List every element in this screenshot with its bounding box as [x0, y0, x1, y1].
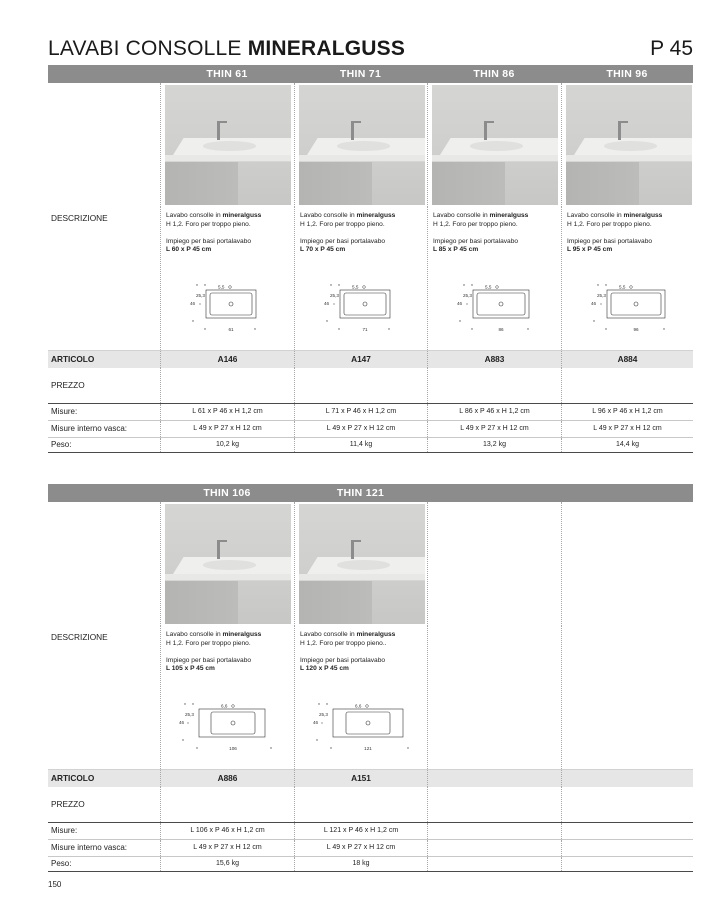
- dimensions-value: L 61 x P 46 x H 1,2 cm: [160, 404, 294, 420]
- empty-cell: [427, 787, 561, 822]
- empty-cell: [561, 770, 693, 787]
- dim-top-label: 5,5: [218, 284, 225, 290]
- overflow-hole: [496, 286, 499, 289]
- peso-label: Peso:: [51, 859, 72, 868]
- description-base-size: L 120 x P 45 cm: [300, 665, 349, 673]
- description-line-2: H 1,2. Foro per troppo pieno.: [433, 220, 518, 228]
- empty-cell: [427, 840, 561, 856]
- peso-label: Peso:: [51, 440, 72, 449]
- dimension-mark: [338, 284, 339, 285]
- description-intro: Lavabo consolle in: [166, 212, 221, 219]
- image-row: [48, 83, 693, 207]
- description-cell: [160, 626, 294, 769]
- drain-hole: [363, 302, 367, 306]
- description-usage: Impiego per basi portalavabo: [300, 656, 386, 664]
- basin-outline: [211, 712, 255, 734]
- dim-mid-label: 25,3: [463, 293, 472, 298]
- product-name: THIN 71: [339, 68, 382, 80]
- dimension-mark: [463, 284, 464, 285]
- faucet-spout: [351, 540, 361, 542]
- description-base-size: L 70 x P 45 cm: [300, 246, 346, 254]
- dim-top-label: 5,5: [619, 284, 626, 290]
- product-name: THIN 106: [203, 487, 251, 499]
- dimension-mark: [600, 303, 601, 304]
- page-reference: P 45: [650, 37, 693, 60]
- dim-mid-label: 25,3: [330, 293, 339, 298]
- descrizione-label: DESCRIZIONE: [51, 632, 108, 642]
- empty-cell: [561, 787, 693, 822]
- description-usage: Impiego per basi portalavabo: [166, 656, 252, 664]
- description-intro: Lavabo consolle in: [300, 631, 355, 638]
- basin-dimensions-value: L 49 x P 27 x H 12 cm: [160, 840, 294, 856]
- articolo-row: [48, 769, 693, 787]
- dimension-mark: [184, 703, 185, 704]
- drain-hole: [231, 721, 235, 725]
- dimension-mark: [199, 303, 200, 304]
- description-cell: [294, 626, 427, 769]
- description-line-1: [300, 631, 427, 640]
- description-usage: Impiego per basi portalavabo: [567, 237, 653, 245]
- prezzo-label: PREZZO: [51, 380, 85, 390]
- dimension-mark: [597, 284, 598, 285]
- articolo-label: ARTICOLO: [51, 354, 95, 364]
- misure-vasca-label: Misure interno vasca:: [51, 424, 128, 433]
- sink-basin: [470, 141, 523, 151]
- misure-vasca-row: [48, 839, 693, 856]
- basin-outline: [611, 293, 661, 315]
- image-cell: [294, 83, 427, 207]
- dimension-mark: [196, 747, 197, 748]
- sink-basin: [604, 141, 657, 151]
- misure-row: [48, 822, 693, 839]
- empty-cell: [427, 770, 561, 787]
- basin-dimensions-value: L 49 x P 27 x H 12 cm: [160, 421, 294, 437]
- prezzo-row: [48, 368, 693, 403]
- faucet-spout: [217, 540, 227, 542]
- header-empty-cell: [561, 484, 693, 502]
- technical-drawing: [321, 281, 421, 337]
- overflow-hole: [363, 286, 366, 289]
- dimension-mark: [605, 284, 606, 285]
- price-cell: [160, 787, 294, 822]
- price-cell: [294, 368, 427, 403]
- dim-top-label: 6,6: [221, 703, 228, 709]
- description-usage: Impiego per basi portalavabo: [166, 237, 252, 245]
- dim-left-label: 46: [313, 720, 319, 725]
- dimension-mark: [196, 284, 197, 285]
- faucet-icon: [217, 540, 220, 559]
- dimensions-value: L 106 x P 46 x H 1,2 cm: [160, 823, 294, 839]
- technical-drawing: [305, 700, 415, 756]
- price-cell: [160, 368, 294, 403]
- description-intro: Lavabo consolle in: [166, 631, 221, 638]
- faucet-icon: [484, 121, 487, 140]
- dimension-mark: [459, 320, 460, 321]
- product-table-2: [48, 484, 693, 872]
- image-cell: [427, 83, 561, 207]
- dimension-mark: [338, 328, 339, 329]
- sink-basin: [337, 560, 390, 570]
- drawing-outline: [473, 290, 529, 318]
- description-usage: Impiego per basi portalavabo: [300, 237, 386, 245]
- dim-width-label: 71: [362, 327, 368, 332]
- drawing-outline: [340, 290, 390, 318]
- dim-mid-label: 25,3: [597, 293, 606, 298]
- empty-cell: [427, 857, 561, 871]
- description-usage: Impiego per basi portalavabo: [433, 237, 519, 245]
- dimension-mark: [182, 739, 183, 740]
- header-blank-cell: [48, 65, 160, 83]
- product-photo: [299, 504, 425, 624]
- overflow-hole: [366, 705, 369, 708]
- sink-basin: [203, 141, 256, 151]
- weight-value: 14,4 kg: [561, 438, 693, 452]
- image-cell: [294, 502, 427, 626]
- dim-mid-label: 25,3: [185, 712, 194, 717]
- dim-top-label: 5,5: [352, 284, 359, 290]
- dimensions-value: L 121 x P 46 x H 1,2 cm: [294, 823, 427, 839]
- dimension-mark: [204, 284, 205, 285]
- image-cell: [160, 502, 294, 626]
- drain-hole: [366, 721, 370, 725]
- dimension-mark: [466, 303, 467, 304]
- description-base-size: L 105 x P 45 cm: [166, 665, 215, 673]
- weight-value: 11,4 kg: [294, 438, 427, 452]
- description-line-1: [300, 212, 427, 221]
- dim-mid-label: 25,3: [319, 712, 328, 717]
- description-base-size: L 60 x P 45 cm: [166, 246, 212, 254]
- drain-hole: [634, 302, 638, 306]
- article-code: A883: [427, 351, 561, 368]
- dim-width-label: 106: [229, 746, 237, 751]
- drawing-outline: [333, 709, 403, 737]
- product-photo: [566, 85, 692, 205]
- dimension-mark: [192, 320, 193, 321]
- basin-dimensions-value: L 49 x P 27 x H 12 cm: [427, 421, 561, 437]
- dim-mid-label: 25,3: [196, 293, 205, 298]
- technical-drawing: [187, 281, 287, 337]
- drawing-outline: [607, 290, 665, 318]
- article-code: A146: [160, 351, 294, 368]
- overflow-hole: [232, 705, 235, 708]
- description-base-size: L 95 x P 45 cm: [567, 246, 613, 254]
- description-cell: [427, 207, 561, 350]
- prezzo-row: [48, 787, 693, 822]
- prezzo-label: PREZZO: [51, 799, 85, 809]
- technical-drawing: [171, 700, 281, 756]
- dim-top-label: 5,5: [485, 284, 492, 290]
- description-line-2: H 1,2. Foro per troppo pieno.: [166, 220, 251, 228]
- description-line-1: [433, 212, 561, 221]
- faucet-spout: [217, 121, 227, 123]
- dimension-mark: [593, 320, 594, 321]
- dimension-mark: [204, 328, 205, 329]
- image-cell: [160, 83, 294, 207]
- basin-dimensions-value: L 49 x P 27 x H 12 cm: [294, 421, 427, 437]
- faucet-spout: [484, 121, 494, 123]
- articolo-row: [48, 350, 693, 368]
- dim-left-label: 46: [457, 301, 463, 306]
- description-line-2: H 1,2. Foro per troppo pieno.: [300, 220, 385, 228]
- weight-value: 13,2 kg: [427, 438, 561, 452]
- dimension-mark: [333, 303, 334, 304]
- dimensions-value: L 71 x P 46 x H 1,2 cm: [294, 404, 427, 420]
- article-code: A886: [160, 770, 294, 787]
- empty-cell: [561, 840, 693, 856]
- basin-outline: [344, 293, 386, 315]
- dimension-mark: [605, 328, 606, 329]
- dimension-mark: [318, 703, 319, 704]
- descrizione-label: DESCRIZIONE: [51, 213, 108, 223]
- empty-cell: [427, 502, 561, 626]
- empty-cell: [427, 626, 561, 769]
- faucet-icon: [618, 121, 621, 140]
- dim-width-label: 121: [364, 746, 372, 751]
- weight-value: 18 kg: [294, 857, 427, 871]
- dimensions-value: L 86 x P 46 x H 1,2 cm: [427, 404, 561, 420]
- description-base-size: L 85 x P 45 cm: [433, 246, 479, 254]
- dim-width-label: 86: [498, 327, 504, 332]
- product-name: THIN 86: [473, 68, 515, 80]
- dimension-mark: [254, 328, 255, 329]
- dimension-mark: [471, 328, 472, 329]
- articolo-label: ARTICOLO: [51, 773, 95, 783]
- basin-dimensions-value: L 49 x P 27 x H 12 cm: [294, 840, 427, 856]
- dim-width-label: 61: [228, 327, 234, 332]
- description-line-1: [567, 212, 693, 221]
- misure-label: Misure:: [51, 826, 78, 835]
- dimension-mark: [321, 722, 322, 723]
- page-title: [48, 36, 405, 62]
- product-photo: [299, 85, 425, 205]
- peso-row: [48, 437, 693, 453]
- dim-width-label: 96: [633, 327, 639, 332]
- description-intro: Lavabo consolle in: [567, 212, 622, 219]
- page-number: 150: [48, 880, 62, 889]
- article-code: A884: [561, 351, 693, 368]
- dimension-mark: [270, 747, 271, 748]
- faucet-icon: [351, 121, 354, 140]
- article-code: A151: [294, 770, 427, 787]
- image-cell: [561, 83, 693, 207]
- dim-left-label: 46: [324, 301, 330, 306]
- product-name: THIN 121: [336, 487, 385, 499]
- faucet-icon: [217, 121, 220, 140]
- empty-cell: [561, 626, 693, 769]
- empty-cell: [561, 502, 693, 626]
- empty-cell: [561, 857, 693, 871]
- description-row: [48, 207, 693, 350]
- overflow-hole: [229, 286, 232, 289]
- description-line-2: H 1,2. Foro per troppo pieno..: [300, 639, 387, 647]
- description-cell: [294, 207, 427, 350]
- faucet-spout: [618, 121, 628, 123]
- dimension-mark: [326, 320, 327, 321]
- drain-hole: [499, 302, 503, 306]
- description-row: [48, 626, 693, 769]
- price-cell: [561, 368, 693, 403]
- dimension-mark: [527, 328, 528, 329]
- price-cell: [427, 368, 561, 403]
- product-photo: [165, 504, 291, 624]
- dimensions-value: L 96 x P 46 x H 1,2 cm: [561, 404, 693, 420]
- technical-drawing: [588, 281, 688, 337]
- dimension-mark: [192, 703, 193, 704]
- price-cell: [294, 787, 427, 822]
- description-material: mineralguss: [356, 212, 396, 219]
- image-label-cell: [48, 83, 160, 207]
- weight-value: 10,2 kg: [160, 438, 294, 452]
- dimension-mark: [330, 284, 331, 285]
- dim-left-label: 46: [190, 301, 196, 306]
- description-line-1: [166, 212, 294, 221]
- description-intro: Lavabo consolle in: [433, 212, 488, 219]
- empty-cell: [561, 823, 693, 839]
- description-material: mineralguss: [489, 212, 529, 219]
- description-line-1: [166, 631, 294, 640]
- dimension-mark: [407, 747, 408, 748]
- dimension-mark: [388, 328, 389, 329]
- product-photo: [165, 85, 291, 205]
- dimension-mark: [471, 284, 472, 285]
- dim-left-label: 46: [591, 301, 597, 306]
- misure-row: [48, 403, 693, 420]
- page-title-bold: MINERALGUSS: [247, 37, 406, 60]
- description-material: mineralguss: [222, 212, 262, 219]
- dim-left-label: 46: [179, 720, 185, 725]
- header-empty-cell: [427, 484, 561, 502]
- faucet-spout: [351, 121, 361, 123]
- dimension-mark: [326, 703, 327, 704]
- image-row: [48, 502, 693, 626]
- dim-top-label: 6,6: [355, 703, 362, 709]
- article-code: A147: [294, 351, 427, 368]
- weight-value: 15,6 kg: [160, 857, 294, 871]
- dimension-mark: [316, 739, 317, 740]
- page-title-regular: LAVABI CONSOLLE: [48, 37, 242, 60]
- product-name: THIN 61: [206, 68, 248, 80]
- description-material: mineralguss: [222, 631, 262, 638]
- table-header-bar: [48, 65, 693, 83]
- description-material: mineralguss: [356, 631, 396, 638]
- header-blank-cell: [48, 484, 160, 502]
- basin-dimensions-value: L 49 x P 27 x H 12 cm: [561, 421, 693, 437]
- description-intro: Lavabo consolle in: [300, 212, 355, 219]
- basin-outline: [477, 293, 525, 315]
- peso-row: [48, 856, 693, 872]
- misure-vasca-label: Misure interno vasca:: [51, 843, 128, 852]
- dimension-mark: [663, 328, 664, 329]
- basin-outline: [210, 293, 252, 315]
- basin-outline: [346, 712, 390, 734]
- description-cell: [160, 207, 294, 350]
- empty-cell: [427, 823, 561, 839]
- dimension-mark: [330, 747, 331, 748]
- technical-drawing: [454, 281, 554, 337]
- description-cell: [561, 207, 693, 350]
- overflow-hole: [630, 286, 633, 289]
- misure-vasca-row: [48, 420, 693, 437]
- sink-basin: [337, 141, 390, 151]
- misure-label: Misure:: [51, 407, 78, 416]
- description-line-2: H 1,2. Foro per troppo pieno.: [166, 639, 251, 647]
- sink-basin: [203, 560, 256, 570]
- description-material: mineralguss: [623, 212, 663, 219]
- image-label-cell: [48, 502, 160, 626]
- table-header-bar: [48, 484, 693, 502]
- product-photo: [432, 85, 558, 205]
- dimension-mark: [187, 722, 188, 723]
- drain-hole: [229, 302, 233, 306]
- description-line-2: H 1,2. Foro per troppo pieno.: [567, 220, 652, 228]
- product-name: THIN 96: [606, 68, 648, 80]
- product-table-1: [48, 65, 693, 453]
- faucet-icon: [351, 540, 354, 559]
- drawing-outline: [206, 290, 256, 318]
